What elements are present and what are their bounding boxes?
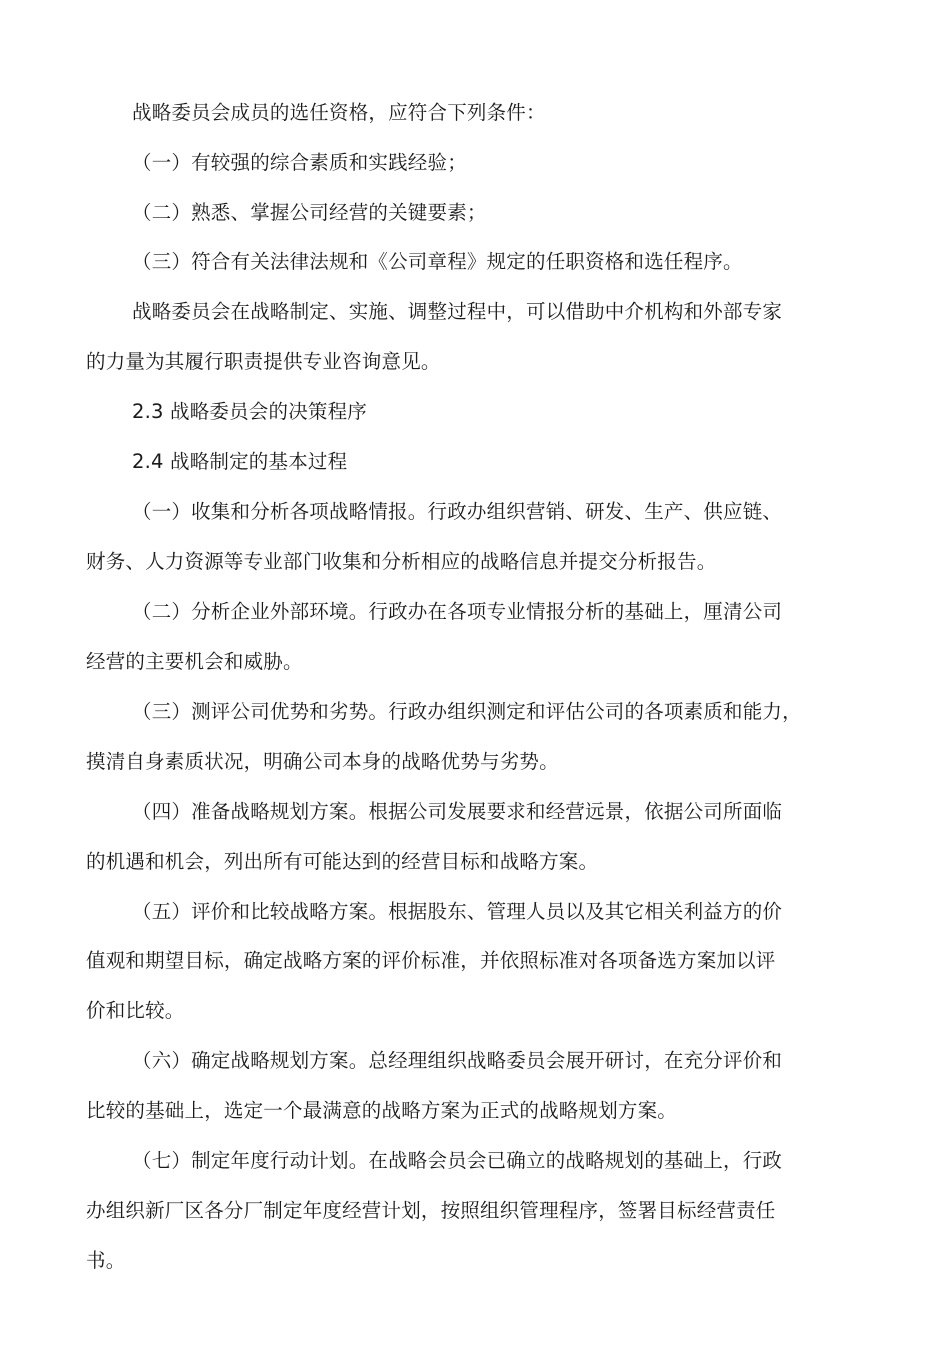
step-3-line1: （三）测评公司优势和劣势。行政办组织测定和评估公司的各项素质和能力， — [132, 700, 802, 723]
step-6-line1: （六）确定战略规划方案。总经理组织战略委员会展开研讨，在充分评价和 — [132, 1049, 783, 1072]
step-3-line2: 摸清自身素质状况，明确公司本身的战略优势与劣势。 — [86, 750, 559, 773]
section-heading-2-3: 2.3 战略委员会的决策程序 — [132, 400, 368, 423]
qualification-item-3: （三）符合有关法律法规和《公司章程》规定的任职资格和选任程序。 — [132, 250, 743, 273]
step-5-line3: 价和比较。 — [86, 999, 185, 1022]
step-2-line2: 经营的主要机会和威胁。 — [86, 650, 303, 673]
section-heading-2-4: 2.4 战略制定的基本过程 — [132, 450, 348, 473]
step-5-line2: 值观和期望目标，确定战略方案的评价标准，并依照标准对各项备选方案加以评 — [86, 949, 776, 972]
step-1-line2: 财务、人力资源等专业部门收集和分析相应的战略信息并提交分析报告。 — [86, 550, 717, 573]
qualification-item-2: （二）熟悉、掌握公司经营的关键要素； — [132, 201, 487, 224]
step-2-line1: （二）分析企业外部环境。行政办在各项专业情报分析的基础上，厘清公司 — [132, 600, 783, 623]
qualification-intro: 战略委员会成员的选任资格，应符合下列条件： — [132, 101, 546, 124]
step-7-line1: （七）制定年度行动计划。在战略会员会已确立的战略规划的基础上，行政 — [132, 1149, 783, 1172]
step-5-line1: （五）评价和比较战略方案。根据股东、管理人员以及其它相关利益方的价 — [132, 900, 783, 923]
step-7-line3: 书。 — [86, 1249, 126, 1272]
qualification-item-1: （一）有较强的综合素质和实践经验； — [132, 151, 467, 174]
experts-paragraph-line2: 的力量为其履行职责提供专业咨询意见。 — [86, 350, 441, 373]
step-7-line2: 办组织新厂区各分厂制定年度经营计划，按照组织管理程序，签署目标经营责任 — [86, 1199, 776, 1222]
step-1-line1: （一）收集和分析各项战略情报。行政办组织营销、研发、生产、供应链、 — [132, 500, 783, 523]
step-6-line2: 比较的基础上，选定一个最满意的战略方案为正式的战略规划方案。 — [86, 1099, 678, 1122]
step-4-line1: （四）准备战略规划方案。根据公司发展要求和经营远景，依据公司所面临 — [132, 800, 783, 823]
experts-paragraph-line1: 战略委员会在战略制定、实施、调整过程中，可以借助中介机构和外部专家 — [132, 300, 783, 323]
step-4-line2: 的机遇和机会，列出所有可能达到的经营目标和战略方案。 — [86, 850, 599, 873]
